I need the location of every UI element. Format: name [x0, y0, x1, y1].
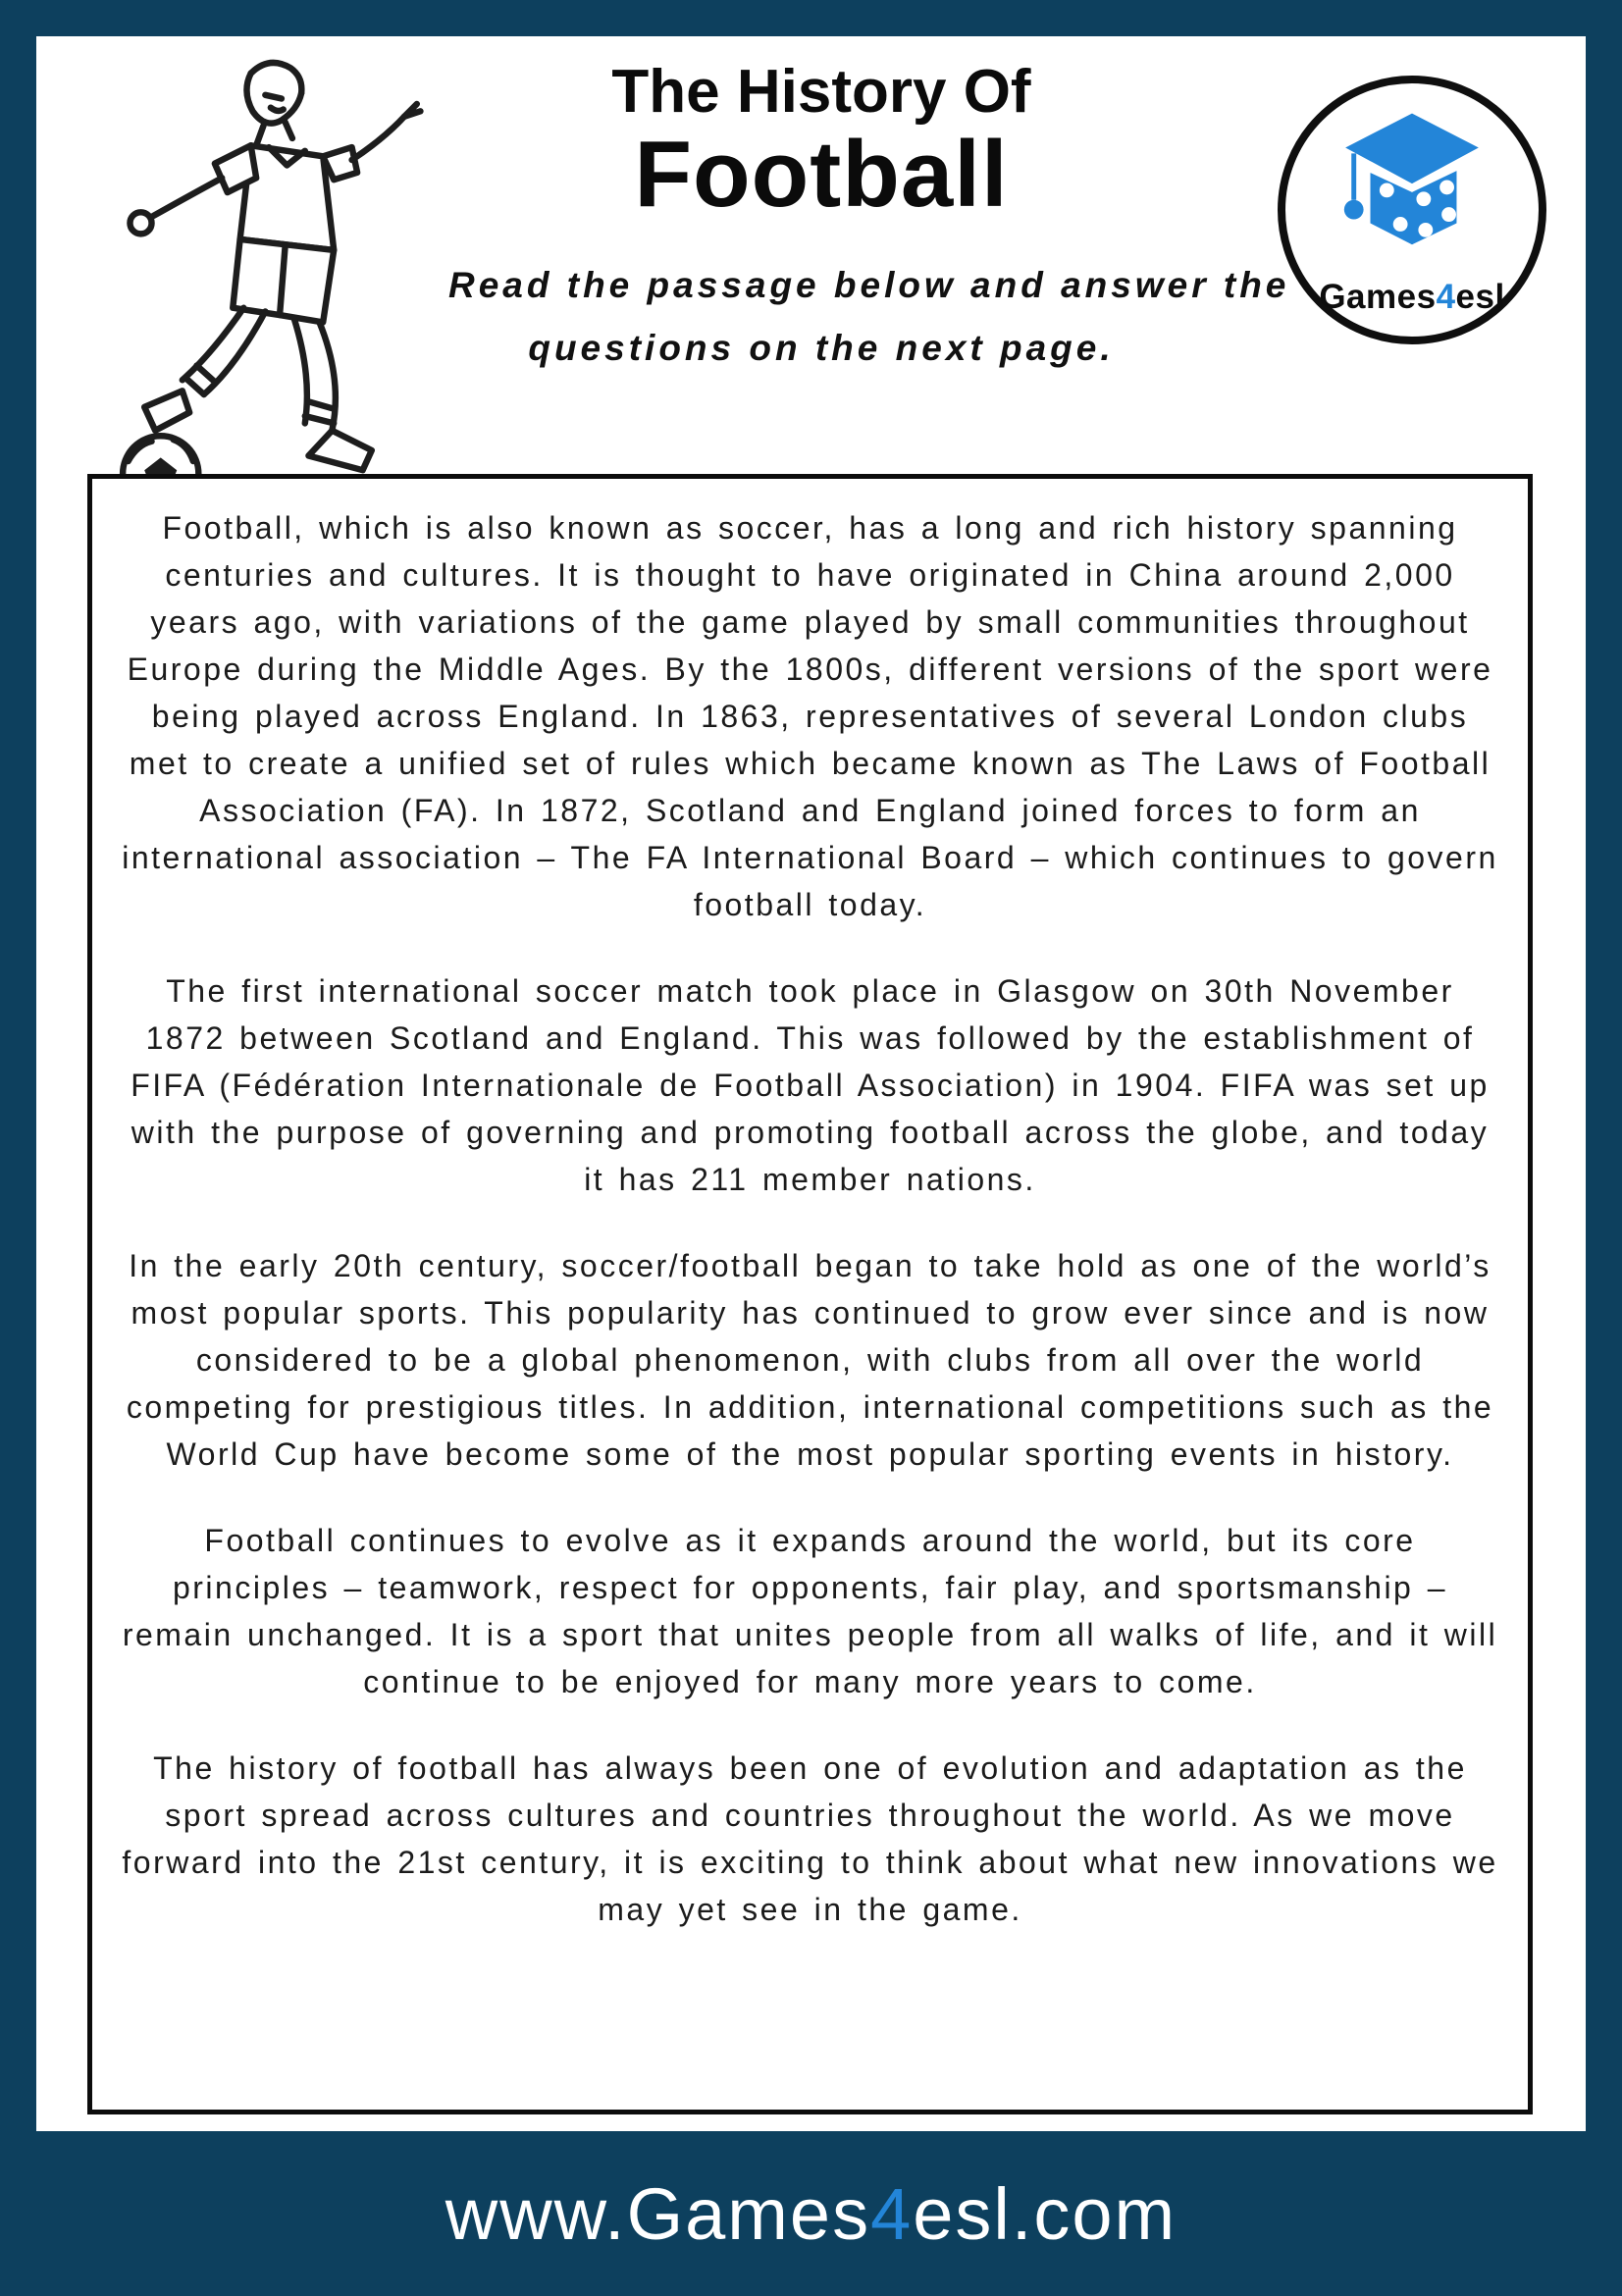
logo-text-prefix: Games: [1319, 278, 1437, 316]
header: [448, 58, 1290, 379]
footer-url-suffix: esl.com: [913, 2172, 1177, 2255]
page-title-line2: Football: [634, 122, 1009, 228]
soccer-player-illustration: [78, 48, 439, 517]
cap-and-dice-icon: [1310, 97, 1514, 262]
passage-paragraph-2: The first international soccer match took place in Glasgow on 30th November 1872 between Scotland and England. This was followed by the establishment of FIFA (Fédération Internationale de Football Association) in 1904. FIFA was set up with the purpose of governing and promoting football across the globe, and today it has 211 member nations.: [131, 973, 1490, 1197]
instructions-line2: questions on the next page.: [528, 327, 1115, 368]
footer: [0, 2131, 1622, 2296]
logo-text: [1285, 278, 1539, 317]
logo-text-accent: 4: [1436, 278, 1456, 316]
passage-paragraph-4: Football continues to evolve as it expands around the world, but its core principles – teamwork, respect for opponents, fair play, and sportsmanship – remain unchanged. It is a sport that unites people from all walks of life, and it will continue to be enjoyed for many more years to come.: [122, 1523, 1498, 1699]
worksheet-content: [36, 36, 1586, 2131]
page-title-line1: The History Of: [611, 58, 1031, 126]
instructions-text: [448, 254, 1290, 379]
footer-url: [445, 2172, 1177, 2256]
passage-paragraph-5: The history of football has always been one of evolution and adaptation as the sport spread across cultures and countries throughout the world. As we move forward into the 21st century, it is exciting to think about what new innovations we may yet see in the game.: [122, 1750, 1498, 1927]
footer-url-accent: 4: [870, 2172, 914, 2255]
footer-url-prefix: www.Games: [445, 2172, 871, 2255]
games4esl-logo: [1278, 76, 1546, 344]
passage-paragraph-1: Football, which is also known as soccer, has a long and rich history spanning centuries and cultures. It is thought to have originated in China around 2,000 years ago, with variations of the game played by small communities throughout Europe during the Middle Ages. By the 1800s, different versions of the sport were being played across England. In 1863, representatives of several London clubs met to create a unified set of rules which became known as The Laws of Football Association (FA). In 1872, Scotland and England joined forces to form an international association – The FA International Board – which continues to govern football today.: [122, 510, 1498, 922]
instructions-line1: Read the passage below and answer the: [448, 265, 1290, 306]
soccer-player-icon: [78, 48, 439, 517]
passage-box: [87, 474, 1533, 2114]
passage-paragraph-3: In the early 20th century, soccer/football began to take hold as one of the world’s most popular sports. This popularity has continued to grow ever since and is now considered to be a global phenomenon, with clubs from all over the world competing for prestigious titles. In addition, international competitions such as the World Cup have become some of the most popular sporting events in history.: [126, 1248, 1494, 1472]
logo-text-suffix: esl: [1455, 278, 1505, 316]
